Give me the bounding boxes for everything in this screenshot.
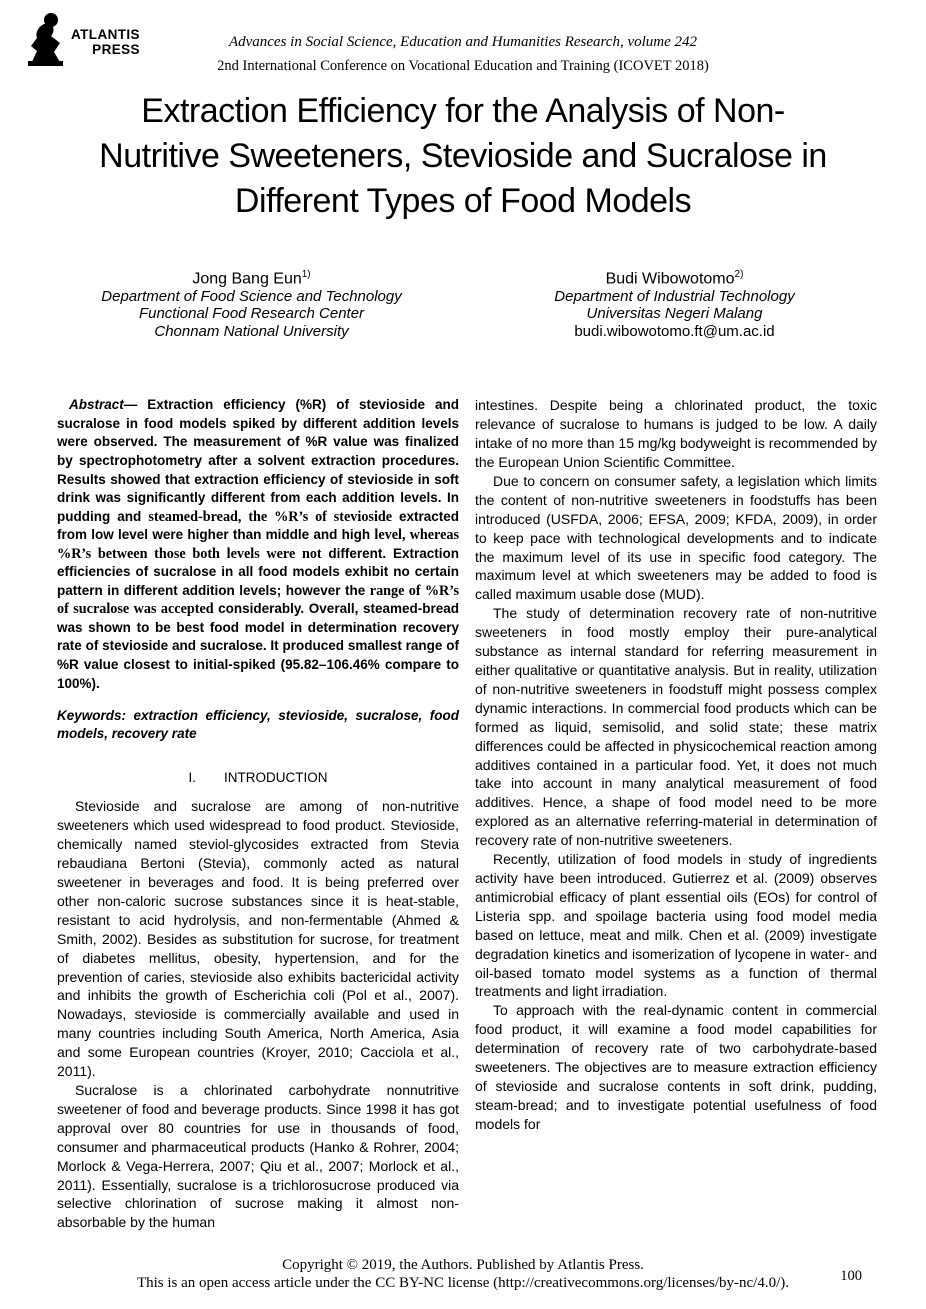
author-affil-marker: 2) [734,269,744,280]
journal-line: Advances in Social Science, Education and Humanities Research, volume 242 [228,34,698,50]
paragraph: Sucralose is a chlorinated carbohydrate nonnutritive sweetener of food and beverage products. Since 1998 it has got approval over 80 countries for use in thousands of food, consumer and pharmaceutical products (Hanko & Rohrer, 2004; Morlock & Vega-Herrera, 2007; Qiu et al., 2007; Morlock et al., 2011). Essentially, sucralose is a trichlorosucrose produced via selective chlorination of sucrose making it almost non-absorbable by the human [57,1081,459,1231]
logo-text-line2: PRESS [92,41,140,57]
keywords-text: extraction efficiency, stevioside, sucralose, food models, recovery rate [57,708,459,742]
keywords-paragraph [57,707,459,743]
abstract-run: extracted from low level were higher than middle and high [57,508,459,543]
body-columns [0,396,926,1232]
abstract-run-serif: level, whereas %R’s between those both levels were not [57,527,459,562]
abstract-paragraph [57,396,459,693]
conference-line: 2nd International Conference on Vocational Education and Training (ICOVET 2018) [217,58,709,74]
authors-section [0,266,926,340]
abstract-run: Extraction efficiency (%R) of stevioside and sucralose in food models spiked by different addition levels were observed. The measurement of %R value was finalized by spectrophotometry after a solvent extraction procedures. Results showed that extraction efficiency of stevioside in soft drink was significantly different from each addition levels. In pudding and [57,397,459,524]
author-email[interactable]: budi.wibowotomo.ft@um.ac.id [574,322,775,340]
author-block-1 [40,266,463,340]
license-line [0,1274,926,1292]
right-column [475,396,877,1232]
paragraph: To approach with the real-dynamic content in commercial food product, it will examine a food model capabilities for determination of recovery rate of two carbohydrate-based sweeteners. The objectives are to measure extraction efficiency of stevioside and sucralose contents in soft drink, pudding, steam-bread; and to investigate potential usefulness of food models for [475,1002,877,1132]
copyright-line: Copyright © 2019, the Authors. Published by Atlantis Press. [282,1257,644,1273]
author-affiliation: Department of Industrial Technology [554,287,795,305]
abstract-run-serif: range of %R’s of sucralose was accepted [57,582,459,618]
author-name-text: Budi Wibowotomo [605,270,735,288]
footer [0,1256,926,1292]
abstract-run: considerably. Overall, steamed-bread was shown to be best food model in determination recovery rate of stevioside and sucralose. It produced smallest range of %R value closest to initial-spiked (95.82–106.46% compare to 100%). [57,601,459,691]
left-column [57,396,459,1232]
paragraph: Due to concern on consumer safety, a legislation which limits the content of non-nutritive sweeteners in foodstuffs has been introduced (USFDA, 2006; EFSA, 2009; KFDA, 2009), in order to keep pace with technological developments and to indicate the maximum level of its use in specific food category. The maximum level at which sweeteners may be added to food is called maximum usable dose (MUD). [475,472,877,603]
left-column-paragraphs [57,797,459,1232]
author-affiliation: Chonnam National University [154,322,349,340]
license-url[interactable]: http://creativecommons.org/licenses/by-nc/4.0/ [498,1275,781,1291]
abstract-run-serif: steamed-bread, the %R’s of stevioside [148,508,399,525]
license-text-prefix: This is an open access article under the CC BY-NC license ( [136,1275,499,1291]
logo-text-line1: ATLANTIS [71,26,140,42]
paragraph: Stevioside and sucralose are among of non-nutritive sweeteners which used widespread to food product. Stevioside, chemically named steviol-glycosides extracted from Stevia rebaudiana Bertoni (Stevia), commonly acted as natural sweetener in beverages and food. It is being preferred over other non-caloric sucrose substances since it is heat-stable, resistant to acid hydrolysis, and non-fermentable (Ahmed & Smith, 2002). Besides as substitution for sucrose, for treatment of diabetes mellitus, obesity, hypertension, and for the prevention of caries, stevioside also exhibits bactericidal activity and inhibits the growth of Escherichia coli (Pol et al., 2007). Nowadays, stevioside is commercially available and used in many countries including South America, North America, Asia and some European countries (Kroyer, 2010; Cacciola et al., 2011). [57,798,459,1080]
author-block-2 [463,266,886,340]
heading-number: I. [188,770,196,786]
license-text-suffix: ). [780,1275,790,1291]
page-number: 100 [840,1268,862,1284]
right-column-paragraphs [475,396,877,1133]
paper-title: Extraction Efficiency for the Analysis of Non-Nutritive Sweeteners, Stevioside and Sucralose in Different Types of Food Models [99,92,827,220]
paragraph: intestines. Despite being a chlorinated product, the toxic relevance of sucralose to humans is judged to be low. A daily intake of no more than 15 mg/kg bodyweight is recommended by the European Union Scientific Committee. [475,397,877,471]
abstract-label: Abstract— [69,397,138,413]
logo-text [71,27,140,57]
keywords-label: Keywords: [57,708,127,724]
section-heading-introduction [57,769,459,788]
author-name-text: Jong Bang Eun [192,270,302,288]
author-affil-marker: 1) [301,269,311,280]
author-name [463,266,886,288]
author-affiliation: Functional Food Research Center [138,305,365,323]
heading-title: INTRODUCTION [224,770,328,786]
author-name [40,266,463,288]
thinker-statue-icon [24,12,66,71]
paragraph: The study of determination recovery rate of non-nutritive sweeteners in food mostly employ their pure-analytical substance as internal standard for referring measurement in either qualitative or quantitative analysis. But in reality, utilization of non-nutritive sweeteners in foodstuff might possess complex dynamic interactions. In commercial food products which can be formed as liquid, semisolid, and solid state; these matrix differences could be affected in physicochemical reaction among additives contained in a particular food. Yet, it does not much take into account in many analytical measurement of food additives. Hence, a shape of food model need to be more explored as an alternative referring-material in determination of recovery rate of non-nutritive sweeteners. [475,605,877,849]
abstract-run: different. Extraction efficiencies of sucralose in all food models exhibit no certain pattern in different addition levels; however the [57,545,459,598]
author-affiliation: Department of Food Science and Technology [101,287,402,305]
atlantis-press-logo [24,12,140,71]
author-affiliation: Universitas Negeri Malang [586,305,763,323]
paragraph: Recently, utilization of food models in study of ingredients activity have been introduced. Gutierrez et al. (2009) observes antimicrobial efficacy of plant essential oils (EOs) for control of Listeria spp. and spoilage bacteria using food model media based on lettuce, meat and milk. Chen et al. (2009) investigate degradation kinetics and isomerization of lycopene in water- and oil-based tomato model systems as a function of thermal treatments and light irradiation. [475,851,877,1000]
